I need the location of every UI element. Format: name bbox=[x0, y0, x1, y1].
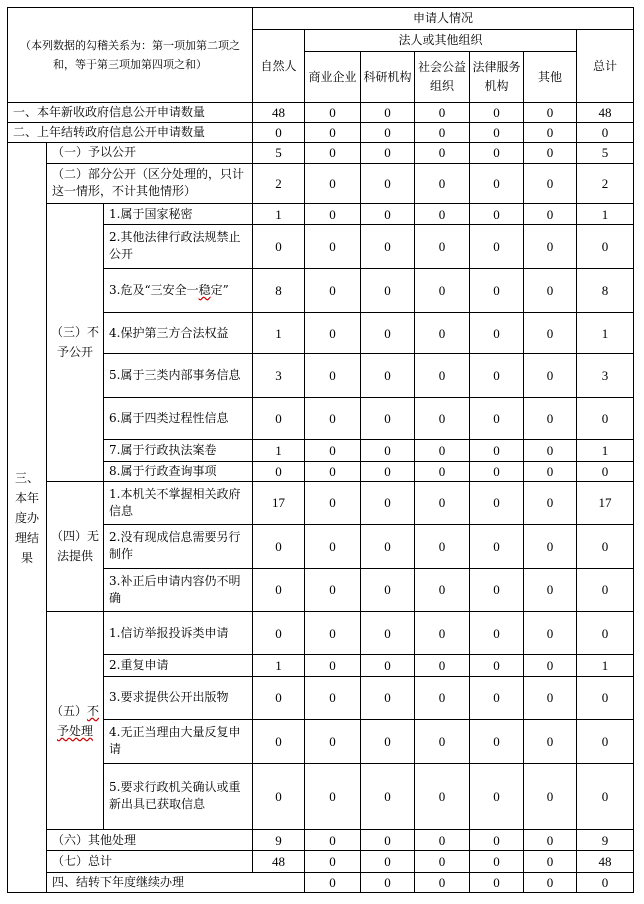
cell-total: 48 bbox=[577, 851, 634, 872]
header-applicant: 申请人情况 bbox=[253, 8, 634, 30]
cell-value: 0 bbox=[415, 568, 470, 611]
cell-value: 0 bbox=[524, 163, 577, 203]
cell-value: 0 bbox=[415, 268, 470, 312]
cell-value: 0 bbox=[415, 354, 470, 397]
cell-value: 0 bbox=[415, 163, 470, 203]
cell-natural: 0 bbox=[253, 123, 305, 143]
cell-total: 0 bbox=[577, 676, 634, 719]
cell-value: 0 bbox=[305, 143, 361, 163]
cell-natural: 1 bbox=[253, 203, 305, 224]
cell-total: 48 bbox=[577, 102, 634, 122]
cell-value: 0 bbox=[524, 720, 577, 763]
cell-value: 0 bbox=[361, 203, 415, 224]
cell-value: 0 bbox=[305, 225, 361, 268]
cell-value: 0 bbox=[470, 830, 524, 851]
cell-value: 0 bbox=[524, 872, 577, 892]
cell-natural: 0 bbox=[253, 225, 305, 268]
cell-value: 0 bbox=[305, 123, 361, 143]
cell-value: 0 bbox=[524, 461, 577, 481]
cell-value: 0 bbox=[415, 102, 470, 122]
cell-value: 0 bbox=[361, 268, 415, 312]
cell-value: 0 bbox=[415, 313, 470, 354]
cell-value: 0 bbox=[361, 102, 415, 122]
cell-value: 0 bbox=[305, 568, 361, 611]
cell-total: 1 bbox=[577, 655, 634, 676]
cell-value: 0 bbox=[524, 354, 577, 397]
row-label: 5.属于三类内部事务信息 bbox=[104, 354, 253, 397]
group-not-disclosed-label: （三）不予公开 bbox=[47, 203, 104, 481]
cell-value: 0 bbox=[305, 268, 361, 312]
cell-value: 0 bbox=[305, 720, 361, 763]
cell-value: 0 bbox=[361, 397, 415, 439]
cell-value: 0 bbox=[524, 268, 577, 312]
row-label: 3.补正后申请内容仍不明确 bbox=[104, 568, 253, 611]
cell-total: 8 bbox=[577, 268, 634, 312]
cell-natural: 3 bbox=[253, 354, 305, 397]
row-label: 1.本机关不掌握相关政府信息 bbox=[104, 481, 253, 524]
cell-value: 0 bbox=[305, 763, 361, 830]
cell-natural: 0 bbox=[253, 525, 305, 568]
cell-value: 0 bbox=[305, 397, 361, 439]
cell-natural: 8 bbox=[253, 268, 305, 312]
row-label: 6.属于四类过程性信息 bbox=[104, 397, 253, 439]
cell-value: 0 bbox=[415, 481, 470, 524]
cell-value: 0 bbox=[305, 525, 361, 568]
cell-value: 0 bbox=[524, 440, 577, 461]
cell-natural: 1 bbox=[253, 440, 305, 461]
cell-value: 0 bbox=[524, 612, 577, 655]
cell-value: 0 bbox=[415, 676, 470, 719]
cell-value: 0 bbox=[577, 872, 634, 892]
cell-value: 0 bbox=[524, 225, 577, 268]
cell-value: 0 bbox=[470, 851, 524, 872]
cell-value: 0 bbox=[415, 612, 470, 655]
cell-value: 0 bbox=[470, 102, 524, 122]
table-row bbox=[8, 203, 634, 224]
cell-value: 0 bbox=[305, 203, 361, 224]
cell-value: 0 bbox=[415, 440, 470, 461]
cell-value: 0 bbox=[361, 872, 415, 892]
cell-natural: 48 bbox=[253, 102, 305, 122]
cell-value: 0 bbox=[361, 163, 415, 203]
table-row bbox=[8, 872, 634, 892]
cell-value: 0 bbox=[305, 676, 361, 719]
cell-value: 0 bbox=[470, 763, 524, 830]
cell-value: 0 bbox=[524, 102, 577, 122]
cell-total: 0 bbox=[577, 568, 634, 611]
cell-value: 0 bbox=[361, 851, 415, 872]
row-label: 2.其他法律行政法规禁止公开 bbox=[104, 225, 253, 268]
cell-natural: 5 bbox=[253, 143, 305, 163]
header-research: 科研机构 bbox=[361, 52, 415, 103]
cell-total: 0 bbox=[577, 720, 634, 763]
cell-value: 0 bbox=[415, 763, 470, 830]
table-row bbox=[8, 143, 634, 163]
cell-natural: 48 bbox=[253, 851, 305, 872]
cell-value: 0 bbox=[524, 203, 577, 224]
cell-value: 0 bbox=[361, 612, 415, 655]
header-total: 总计 bbox=[577, 30, 634, 103]
cell-value: 0 bbox=[305, 830, 361, 851]
cell-total: 0 bbox=[577, 461, 634, 481]
row-label: 3.危及“三安全一稳定” bbox=[104, 268, 253, 312]
cell-value: 0 bbox=[470, 481, 524, 524]
cell-value: 0 bbox=[470, 612, 524, 655]
cell-value: 0 bbox=[524, 397, 577, 439]
cell-value: 0 bbox=[305, 102, 361, 122]
cell-value: 0 bbox=[305, 481, 361, 524]
cell-natural: 2 bbox=[253, 163, 305, 203]
section-three-label: 三、本年度办理结果 bbox=[8, 143, 47, 893]
row-label: 二、上年结转政府信息公开申请数量 bbox=[8, 123, 253, 143]
cell-value: 0 bbox=[524, 655, 577, 676]
cell-value: 0 bbox=[524, 143, 577, 163]
cell-value: 0 bbox=[305, 313, 361, 354]
cell-natural: 1 bbox=[253, 313, 305, 354]
cell-natural: 1 bbox=[253, 655, 305, 676]
cell-value: 0 bbox=[305, 440, 361, 461]
cell-value: 0 bbox=[415, 225, 470, 268]
cell-value: 0 bbox=[470, 872, 524, 892]
cell-value: 0 bbox=[524, 830, 577, 851]
cell-value: 0 bbox=[305, 612, 361, 655]
cell-value: 0 bbox=[470, 313, 524, 354]
cell-value: 0 bbox=[470, 676, 524, 719]
cell-total: 0 bbox=[577, 525, 634, 568]
header-business: 商业企业 bbox=[305, 52, 361, 103]
cell-value: 0 bbox=[470, 525, 524, 568]
cell-value: 0 bbox=[470, 461, 524, 481]
cell-value: 0 bbox=[524, 525, 577, 568]
cell-total: 1 bbox=[577, 440, 634, 461]
cell-value: 0 bbox=[415, 720, 470, 763]
cell-total: 0 bbox=[577, 225, 634, 268]
cell-value: 0 bbox=[361, 655, 415, 676]
cell-total: 0 bbox=[577, 763, 634, 830]
cell-natural: 0 bbox=[253, 461, 305, 481]
row-label: 5.要求行政机关确认或重新出具已获取信息 bbox=[104, 763, 253, 830]
cell-natural: 0 bbox=[253, 720, 305, 763]
row-label: （二）部分公开（区分处理的，只计这一情形，不计其他情形） bbox=[47, 163, 253, 203]
row-label: 1.信访举报投诉类申请 bbox=[104, 612, 253, 655]
table-row bbox=[8, 612, 634, 655]
cell-value: 0 bbox=[470, 203, 524, 224]
cell-natural: 0 bbox=[253, 676, 305, 719]
cell-value: 0 bbox=[361, 225, 415, 268]
cell-value: 0 bbox=[470, 143, 524, 163]
cell-value: 0 bbox=[524, 568, 577, 611]
cell-total: 9 bbox=[577, 830, 634, 851]
header-public-welfare: 社会公益组织 bbox=[415, 52, 470, 103]
cell-value: 0 bbox=[305, 655, 361, 676]
header-note: （本列数据的勾稽关系为：第一项加第二项之和，等于第三项加第四项之和） bbox=[8, 8, 253, 103]
cell-value: 0 bbox=[361, 568, 415, 611]
table-row bbox=[8, 102, 634, 122]
row-label: 4.无正当理由大量反复申请 bbox=[104, 720, 253, 763]
cell-natural: 0 bbox=[253, 568, 305, 611]
cell-value: 0 bbox=[361, 676, 415, 719]
cell-value: 0 bbox=[361, 481, 415, 524]
table-row bbox=[8, 481, 634, 524]
cell-value: 0 bbox=[305, 461, 361, 481]
cell-total: 3 bbox=[577, 354, 634, 397]
cell-value: 0 bbox=[415, 525, 470, 568]
row-label: 2.重复申请 bbox=[104, 655, 253, 676]
cell-value: 0 bbox=[361, 354, 415, 397]
cell-value: 0 bbox=[470, 225, 524, 268]
cell-natural: 0 bbox=[253, 763, 305, 830]
cell-value: 0 bbox=[524, 481, 577, 524]
cell-value: 0 bbox=[361, 525, 415, 568]
cell-value: 0 bbox=[415, 123, 470, 143]
cell-total: 5 bbox=[577, 143, 634, 163]
group-not-processed-label: （五）不予处理 bbox=[47, 612, 104, 830]
header-legal-group: 法人或其他组织 bbox=[305, 30, 577, 52]
cell-value: 0 bbox=[524, 763, 577, 830]
cell-value: 0 bbox=[361, 763, 415, 830]
cell-value: 0 bbox=[415, 397, 470, 439]
cell-value: 0 bbox=[361, 440, 415, 461]
cell-value: 0 bbox=[470, 397, 524, 439]
cell-value: 0 bbox=[470, 354, 524, 397]
cell-value: 0 bbox=[415, 203, 470, 224]
cell-total: 0 bbox=[577, 397, 634, 439]
cell-value: 0 bbox=[305, 354, 361, 397]
row-label: （六）其他处理 bbox=[47, 830, 253, 851]
cell-value: 0 bbox=[305, 163, 361, 203]
row-label: 2.没有现成信息需要另行制作 bbox=[104, 525, 253, 568]
header-natural-person: 自然人 bbox=[253, 30, 305, 103]
table-row bbox=[8, 851, 634, 872]
cell-value: 0 bbox=[524, 313, 577, 354]
cell-natural: 9 bbox=[253, 830, 305, 851]
cell-total: 1 bbox=[577, 313, 634, 354]
cell-value: 0 bbox=[470, 123, 524, 143]
row-label: 7.属于行政执法案卷 bbox=[104, 440, 253, 461]
cell-total: 0 bbox=[577, 612, 634, 655]
cell-value: 0 bbox=[415, 143, 470, 163]
table-row bbox=[8, 163, 634, 203]
cell-value: 0 bbox=[305, 851, 361, 872]
cell-natural: 0 bbox=[305, 872, 361, 892]
group-unable-provide-label: （四）无法提供 bbox=[47, 481, 104, 611]
row-label: 3.要求提供公开出版物 bbox=[104, 676, 253, 719]
cell-value: 0 bbox=[470, 655, 524, 676]
cell-value: 0 bbox=[415, 461, 470, 481]
cell-value: 0 bbox=[361, 720, 415, 763]
row-label: 四、结转下年度继续办理 bbox=[47, 872, 305, 892]
cell-value: 0 bbox=[415, 830, 470, 851]
cell-total: 2 bbox=[577, 163, 634, 203]
cell-value: 0 bbox=[415, 872, 470, 892]
row-label: 4.保护第三方合法权益 bbox=[104, 313, 253, 354]
cell-value: 0 bbox=[361, 123, 415, 143]
cell-value: 0 bbox=[361, 143, 415, 163]
cell-value: 0 bbox=[470, 568, 524, 611]
row-label: 1.属于国家秘密 bbox=[104, 203, 253, 224]
row-label: 8.属于行政查询事项 bbox=[104, 461, 253, 481]
cell-natural: 0 bbox=[253, 397, 305, 439]
cell-total: 1 bbox=[577, 203, 634, 224]
cell-total: 0 bbox=[577, 123, 634, 143]
cell-total: 17 bbox=[577, 481, 634, 524]
cell-value: 0 bbox=[470, 720, 524, 763]
cell-value: 0 bbox=[524, 123, 577, 143]
cell-value: 0 bbox=[415, 851, 470, 872]
cell-value: 0 bbox=[470, 440, 524, 461]
cell-natural: 0 bbox=[253, 612, 305, 655]
row-label: （一）予以公开 bbox=[47, 143, 253, 163]
cell-value: 0 bbox=[415, 655, 470, 676]
cell-value: 0 bbox=[470, 268, 524, 312]
cell-value: 0 bbox=[524, 676, 577, 719]
table-row bbox=[8, 830, 634, 851]
table-row bbox=[8, 123, 634, 143]
cell-value: 0 bbox=[361, 313, 415, 354]
cell-value: 0 bbox=[524, 851, 577, 872]
row-label: 一、本年新收政府信息公开申请数量 bbox=[8, 102, 253, 122]
row-label: （七）总计 bbox=[47, 851, 253, 872]
cell-natural: 17 bbox=[253, 481, 305, 524]
header-other: 其他 bbox=[524, 52, 577, 103]
info-disclosure-table bbox=[7, 7, 634, 893]
cell-value: 0 bbox=[361, 830, 415, 851]
header-legal-service: 法律服务机构 bbox=[470, 52, 524, 103]
cell-value: 0 bbox=[361, 461, 415, 481]
cell-value: 0 bbox=[470, 163, 524, 203]
